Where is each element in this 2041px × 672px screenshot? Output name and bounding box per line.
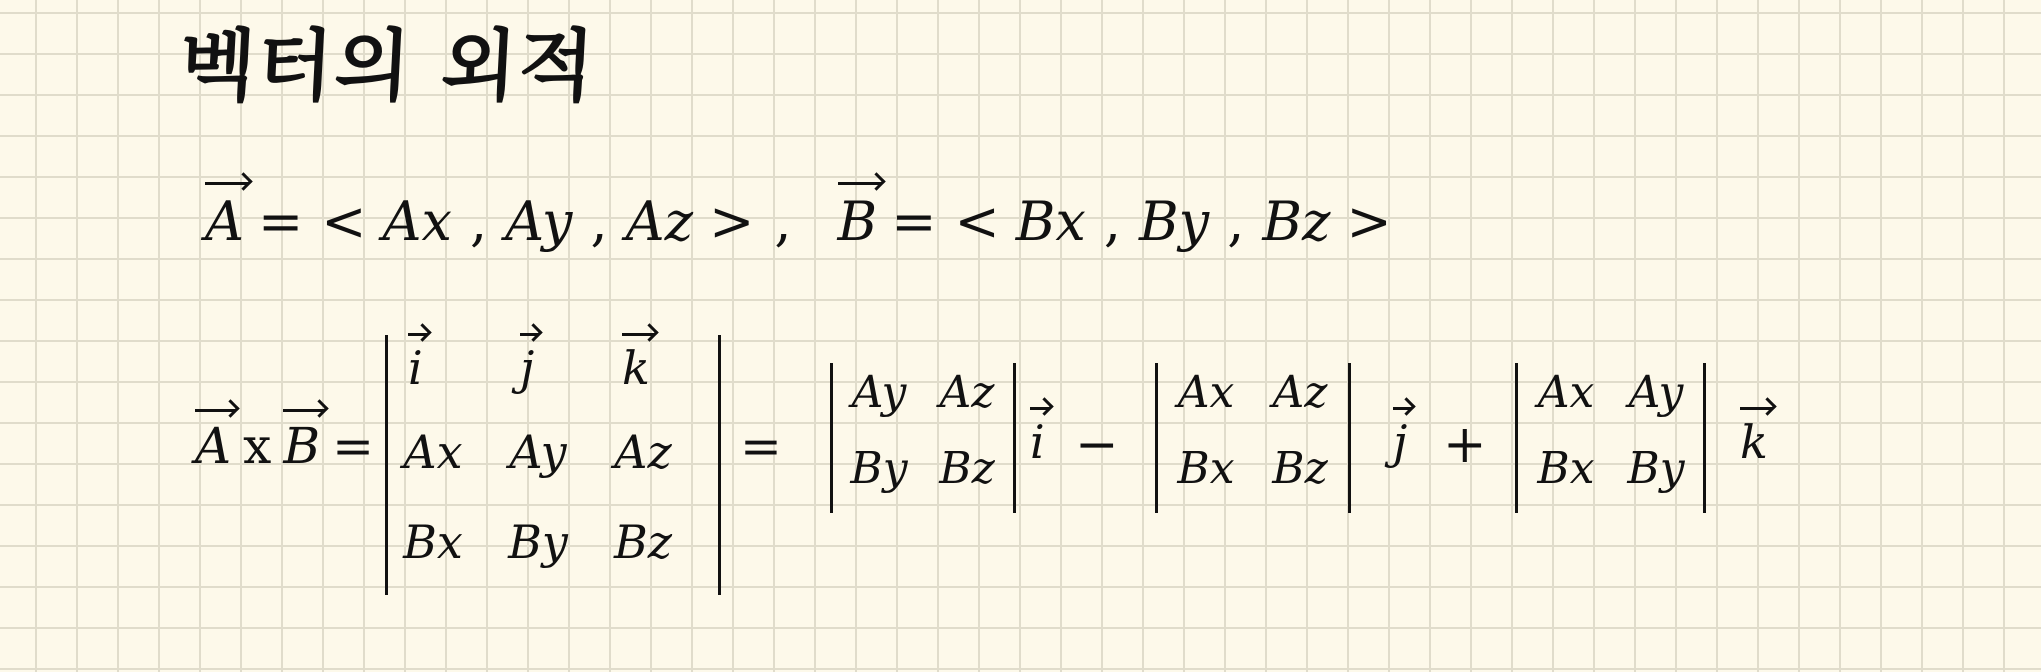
equals-sign: = bbox=[891, 190, 937, 253]
vector-a-symbol: A bbox=[205, 190, 244, 253]
minor-j-bz: Bz bbox=[1272, 443, 1328, 494]
comma: , bbox=[1227, 190, 1245, 253]
a-component-y: Ay bbox=[505, 190, 573, 253]
close-bracket: > bbox=[709, 190, 755, 253]
comma: , bbox=[1103, 190, 1121, 253]
minor-j-ax: Ax bbox=[1177, 367, 1235, 418]
vector-definition-line bbox=[205, 190, 1396, 253]
comma: , bbox=[469, 190, 488, 253]
times-sign: x bbox=[243, 417, 272, 475]
comma: , bbox=[774, 190, 792, 253]
minor-j bbox=[1155, 363, 1351, 513]
a-component-x: Ax bbox=[382, 190, 452, 253]
minor-k-by: By bbox=[1627, 443, 1685, 494]
equals-sign: = bbox=[740, 417, 782, 475]
minor-k-ax: Ax bbox=[1537, 367, 1595, 418]
unit-vector-i: i bbox=[1030, 415, 1045, 469]
det-cell-ay: Ay bbox=[509, 425, 567, 479]
b-component-y: By bbox=[1139, 190, 1210, 253]
determinant-3x3 bbox=[385, 335, 721, 595]
a-component-z: Az bbox=[625, 190, 694, 253]
minor-i-by: By bbox=[850, 443, 908, 494]
minor-i-ay: Ay bbox=[851, 367, 907, 418]
open-bracket: < bbox=[954, 190, 1000, 253]
equals-sign: = bbox=[258, 190, 304, 253]
unit-vector-j: j bbox=[1393, 415, 1408, 469]
cross-product-lhs bbox=[195, 417, 378, 475]
det-unit-k: k bbox=[622, 341, 650, 395]
det-cell-bx: Bx bbox=[403, 515, 463, 569]
plus-sign: + bbox=[1443, 415, 1487, 475]
minor-i-az: Az bbox=[939, 367, 995, 418]
open-bracket: < bbox=[321, 190, 367, 253]
minor-k-ay: Ay bbox=[1628, 367, 1684, 418]
det-cell-ax: Ax bbox=[403, 425, 463, 479]
det-unit-i: i bbox=[408, 341, 423, 395]
unit-vector-k: k bbox=[1740, 415, 1768, 469]
det-cell-bz: Bz bbox=[613, 515, 673, 569]
comma: , bbox=[590, 190, 608, 253]
close-bracket: > bbox=[1346, 190, 1392, 253]
minor-i bbox=[830, 363, 1016, 513]
minor-j-bx: Bx bbox=[1177, 443, 1235, 494]
det-cell-az: Az bbox=[614, 425, 672, 479]
det-cell-by: By bbox=[508, 515, 568, 569]
minor-k bbox=[1515, 363, 1706, 513]
det-unit-j: j bbox=[520, 341, 535, 395]
lhs-vector-a: A bbox=[195, 417, 232, 475]
minus-sign: − bbox=[1075, 415, 1119, 475]
equals-sign: = bbox=[332, 417, 374, 475]
page-title: 벡터의 외적 bbox=[177, 22, 599, 112]
b-component-z: Bz bbox=[1262, 190, 1331, 253]
minor-i-bz: Bz bbox=[939, 443, 995, 494]
lhs-vector-b: B bbox=[283, 417, 321, 475]
vector-b-symbol: B bbox=[837, 190, 878, 253]
b-component-x: Bx bbox=[1015, 190, 1086, 253]
minor-j-az: Az bbox=[1272, 367, 1328, 418]
minor-k-bx: Bx bbox=[1537, 443, 1595, 494]
